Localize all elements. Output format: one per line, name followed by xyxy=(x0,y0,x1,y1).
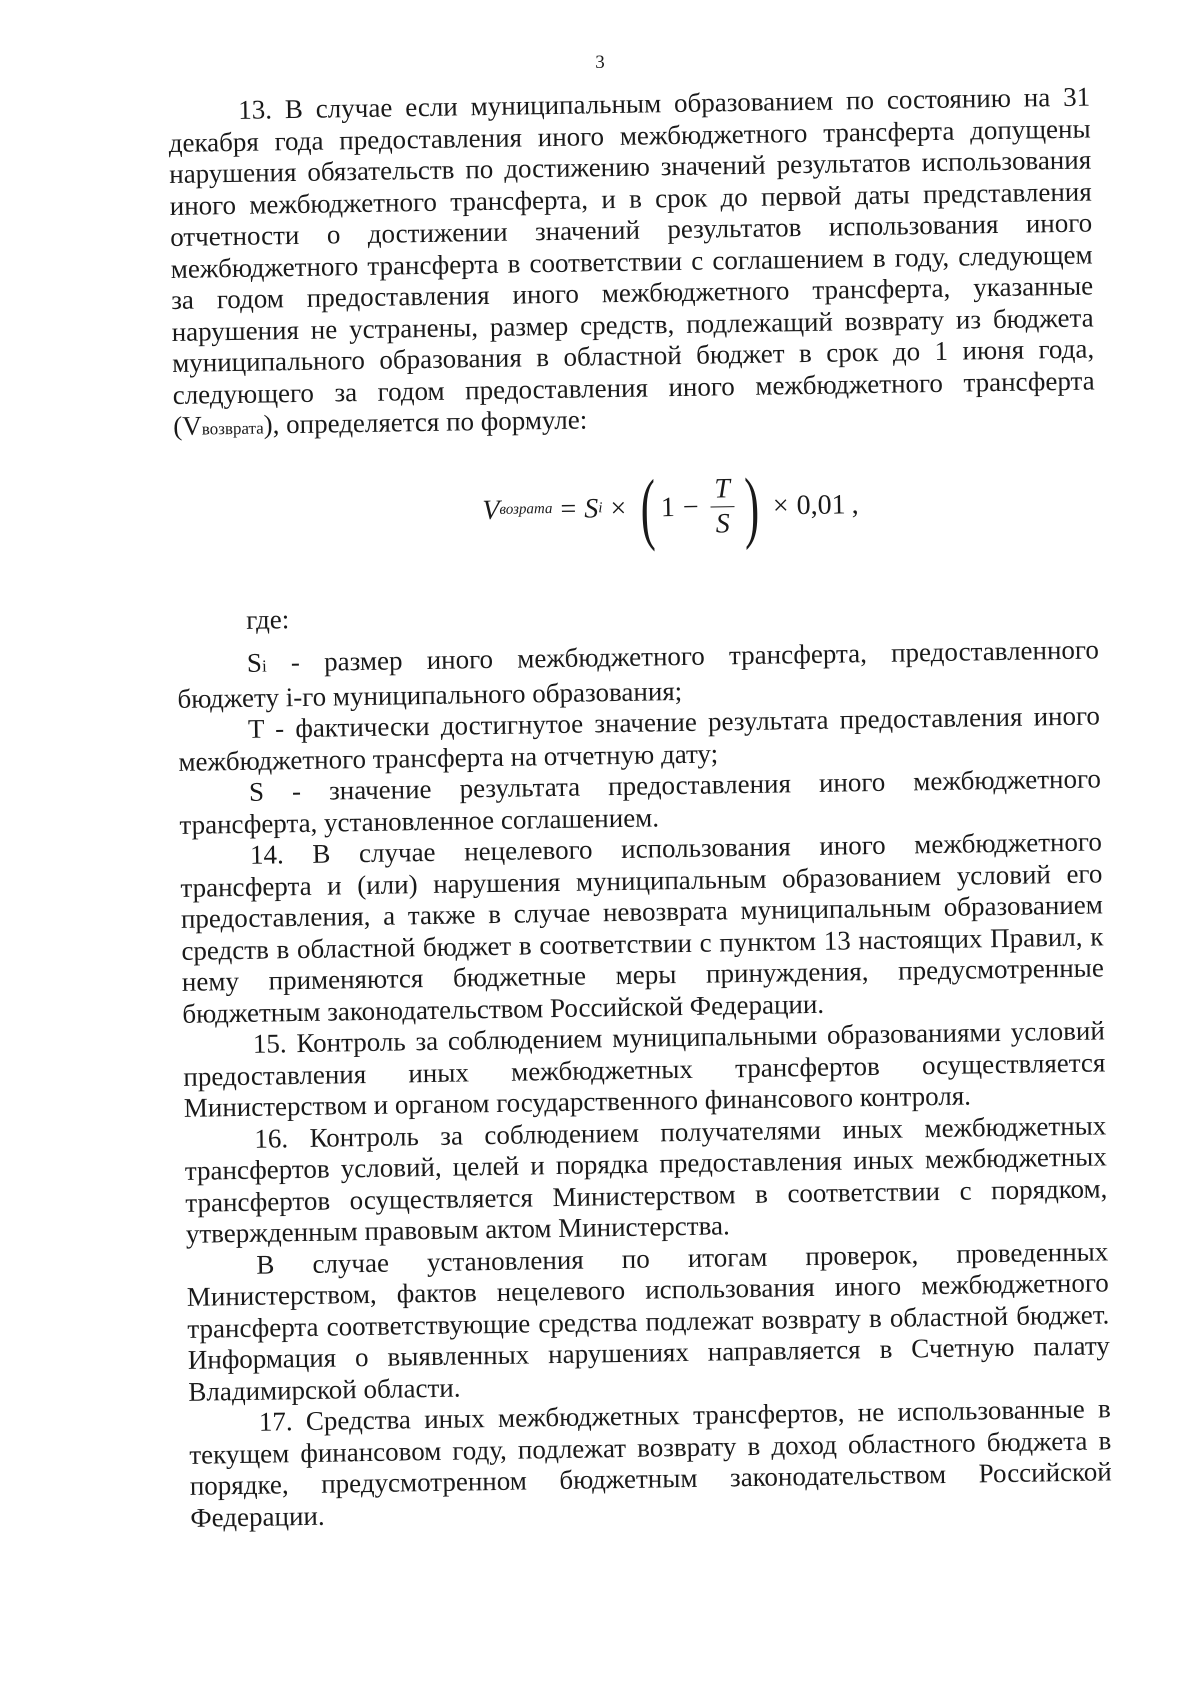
document-body xyxy=(168,82,1112,1534)
page-number: 3 xyxy=(595,52,605,73)
definition-si-symbol: S xyxy=(246,647,263,678)
definition-si-subscript: i xyxy=(261,656,267,676)
v-return-close: ), определяется по формуле: xyxy=(263,404,588,440)
formula-minus: − xyxy=(682,491,699,523)
paragraph-16: 16. Контроль за соблюдением получателями иных межбюджетных трансфертов условий, целей и порядка предоставления иных межбюджетных трансфертов осуществляется Министерством в соответствии с порядком, утвержденным правовым актом Министерства. xyxy=(184,1109,1108,1249)
formula-lhs-subscript: возрата xyxy=(499,500,553,518)
formula-s-subscript: i xyxy=(598,499,603,517)
paragraph-14: 14. В случае нецелевого использования иного межбюджетного трансферта и (или) нарушения муниципальным образованием условий его предоставления, а также в случае невозврата муниципальным образованием средств в областной бюджет в соответствии с пунктом 13 настоящих Правил, к нему применяются бюджетные меры принуждения, предусмотренные бюджетным законодательством Российской Федерации. xyxy=(180,826,1105,1029)
formula-times-1: × xyxy=(610,492,627,524)
formula-tail: , xyxy=(851,488,859,521)
definition-s: S - значение результата предоставления иного межбюджетного трансферта, установленное соглашением. xyxy=(179,763,1102,840)
formula-times-2: × xyxy=(772,490,789,522)
formula-paren-open: ( xyxy=(639,463,656,553)
v-return-open: (V xyxy=(172,410,202,441)
v-return-subscript: возврата xyxy=(201,418,264,439)
definition-si-text: - размер иного межбюджетного трансферта, предоставленного бюджету i-го муниципального образования; xyxy=(177,634,1100,714)
formula-denominator: S xyxy=(715,508,730,540)
formula-paren-close: ) xyxy=(743,462,760,551)
paragraph-13-text: 13. В случае если муниципальным образованием по состоянию на 31 декабря года предоставления иного межбюджетного трансферта допущены нарушения обязательств по достижению значений результатов использования иного межбюджетного трансферта, и в срок до первой даты представления отчетности о достижении значений результатов использования иного межбюджетного трансферта в соответствии с соглашением в году, следующем за годом предоставления иного межбюджетного трансферта, указанные нарушения не устранены, размер средств, подлежащий возврату из бюджета муниципального образования в областной бюджет в срок до 1 июня года, следующего за годом предоставления иного межбюджетного трансферта xyxy=(168,81,1095,410)
paragraph-16-continued: В случае установления по итогам проверок, проведенных Министерством, фактов нецелевого использования иного межбюджетного трансферта соответствующие средства подлежат возврату в областной бюджет. Информация о выявленных нарушениях направляется в Счетную палату Владимирской области. xyxy=(186,1235,1110,1407)
paragraph-15: 15. Контроль за соблюдением муниципальными образованиями условий предоставления иных межбюджетных трансфертов осуществляется Министерством и органом государственного финансового контроля. xyxy=(183,1015,1106,1123)
paragraph-13 xyxy=(168,82,1095,446)
formula-equals: = xyxy=(560,493,577,525)
formula-lhs: V xyxy=(482,494,500,526)
formula-one: 1 xyxy=(660,491,676,524)
formula-s: S xyxy=(584,493,599,525)
formula-fraction xyxy=(710,472,735,541)
definition-t: T - фактически достигнутое значение результата предоставления иного межбюджетного трансферта на отчетную дату; xyxy=(178,700,1101,777)
formula-coefficient: 0,01 xyxy=(796,489,846,521)
formula-numerator: T xyxy=(710,472,734,507)
return-formula xyxy=(173,431,1097,585)
paragraph-17: 17. Средства иных межбюджетных трансфертов, не использованные в текущем финансовом году, подлежат возврату в доход областного бюджета в порядке, предусмотренном бюджетным законодательством Российской Федерации. xyxy=(189,1393,1112,1533)
where-label: где: xyxy=(245,603,290,635)
